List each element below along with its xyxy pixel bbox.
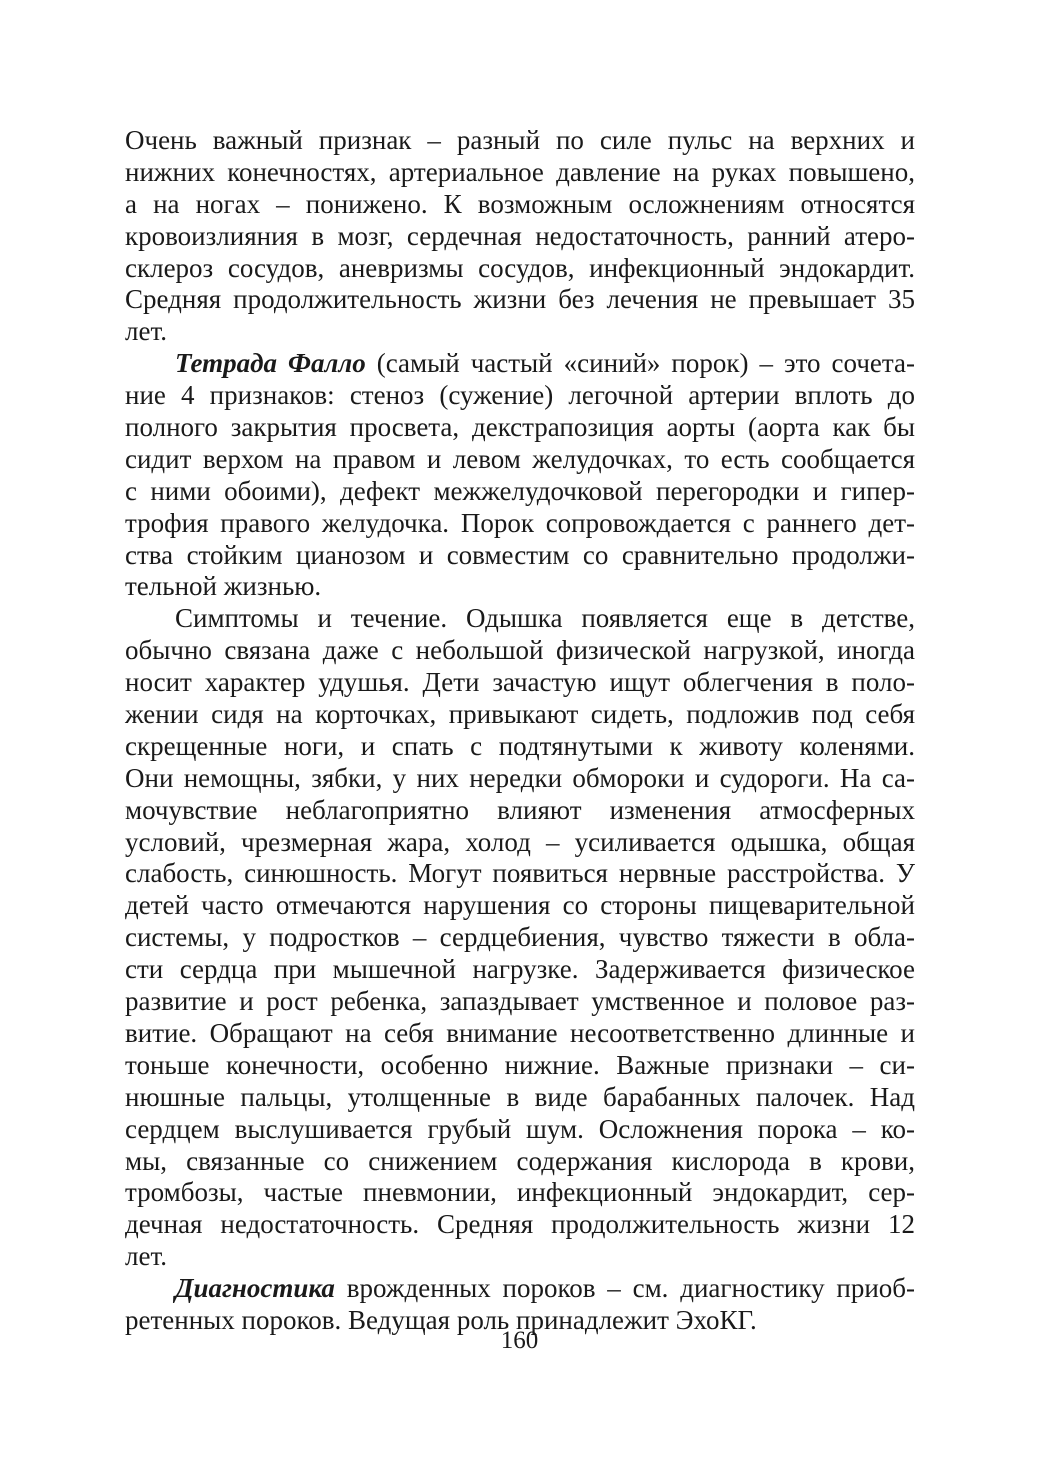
text-line: носит характер удушья. Дети зачастую ищут облегчения в поло-: [125, 667, 915, 698]
text-line: сти сердца при мышечной нагрузке. Задерживается физическое: [125, 954, 915, 985]
term-heading: Тетрада Фалло: [175, 348, 366, 379]
text-line: обычно связана даже с небольшой физической нагрузкой, иногда: [125, 635, 915, 666]
text-line: [125, 348, 915, 380]
text-run: (самый частый «синий» порок) – это сочета-: [365, 348, 915, 379]
text-line: сердцем выслушивается грубый шум. Осложнения порока – ко-: [125, 1113, 915, 1144]
text-line: Очень важный признак – разный по силе пульс на верхних и: [125, 125, 915, 155]
text-line: слабость, синюшность. Могут появиться нервные расстройства. У: [125, 858, 915, 889]
text-line: мочувствие неблагоприятно влияют изменения атмосферных: [125, 794, 915, 825]
text-line: мы, связанные со снижением содержания кислорода в крови,: [125, 1145, 915, 1176]
text-line: склероз сосудов, аневризмы сосудов, инфекционный эндокардит.: [125, 252, 915, 283]
text-line: жении сидя на корточках, привыкают сидеть, подложив под себя: [125, 699, 915, 730]
text-line: лет.: [125, 1241, 167, 1272]
paragraph-symptoms: [125, 603, 915, 1273]
text-line: Средняя продолжительность жизни без лечения не превышает 35: [125, 284, 915, 315]
text-line: системы, у подростков – сердцебиения, чувство тяжести в обла-: [125, 922, 915, 953]
paragraph-tetralogy-of-fallot: [125, 348, 915, 603]
text-line: трофия правого желудочка. Порок сопровождается с раннего дет-: [125, 507, 915, 538]
text-line: нюшные пальцы, утолщенные в виде барабанных палочек. Над: [125, 1081, 915, 1112]
text-line: нижних конечностях, артериальное давление на руках повышено,: [125, 156, 915, 187]
text-line: тельной жизнью.: [125, 571, 322, 602]
text-line: тромбозы, частые пневмонии, инфекционный эндокардит, сер-: [125, 1177, 915, 1208]
page-number: 160: [500, 1327, 539, 1354]
text-line: кровоизлияния в мозг, сердечная недостаточность, ранний атеро-: [125, 220, 915, 251]
text-line: Они немощны, зябки, у них нередки обмороки и судороги. На са-: [125, 762, 915, 793]
text-line: лет.: [125, 316, 167, 347]
text-line: сидит верхом на правом и левом желудочках, то есть сообщается: [125, 443, 915, 474]
text-line: Симптомы и течение. Одышка появляется еще в детстве,: [175, 603, 915, 634]
term-heading: Диагностика: [175, 1273, 335, 1304]
text-line: витие. Обращают на себя внимание несоответственно длинные и: [125, 1017, 915, 1048]
text-line: условий, чрезмерная жара, холод – усиливается одышка, общая: [125, 826, 915, 857]
text-run: врожденных пороков – см. диагностику приоб-: [334, 1273, 915, 1304]
text-line: ретенных пороков. Ведущая роль принадлежит ЭхоКГ.: [125, 1304, 757, 1335]
text-line: полного закрытия просвета, декстрапозиция аорты (аорта как бы: [125, 412, 915, 443]
text-line: ние 4 признаков: стеноз (сужение) легочной артерии вплоть до: [125, 380, 915, 411]
text-line: а на ногах – понижено. К возможным осложнениям относятся: [125, 188, 915, 219]
paragraph-1: [125, 125, 915, 348]
text-line: с ними обоими), дефект межжелудочковой перегородки и гипер-: [125, 475, 915, 506]
text-line: ства стойким цианозом и совместим со сравнительно продолжи-: [125, 539, 915, 570]
text-line: развитие и рост ребенка, запаздывает умственное и половое раз-: [125, 986, 915, 1017]
text-line: дечная недостаточность. Средняя продолжительность жизни 12: [125, 1209, 915, 1240]
text-line: скрещенные ноги, и спать с подтянутыми к животу коленями.: [125, 730, 915, 761]
text-line: детей часто отмечаются нарушения со стороны пищеварительной: [125, 890, 915, 921]
text-line: [125, 1273, 915, 1305]
page-body: [125, 125, 915, 1337]
text-line: тоньше конечности, особенно нижние. Важные признаки – си-: [125, 1049, 915, 1080]
